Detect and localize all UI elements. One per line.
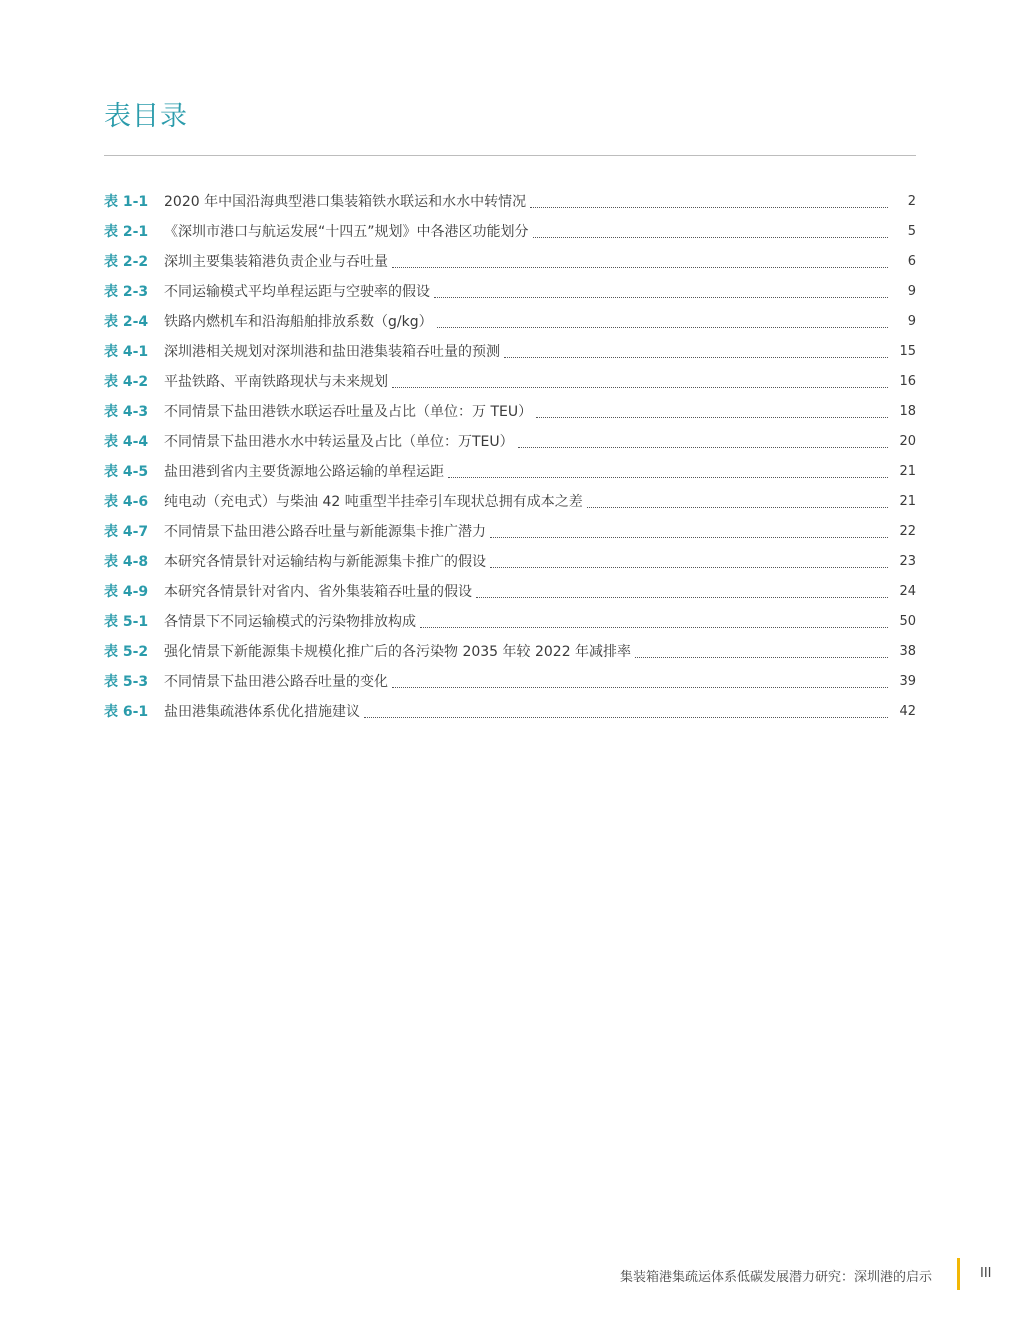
- toc-entry-page: 15: [899, 344, 916, 359]
- toc-entry-page: 9: [907, 284, 916, 299]
- footer-report-title: 集装箱港集疏运体系低碳发展潜力研究：深圳港的启示: [619, 1270, 932, 1285]
- toc-entry-number: 表 4-9: [104, 584, 149, 600]
- toc-entry-number: 表 1-1: [104, 194, 149, 210]
- toc-entry-page: 21: [899, 494, 916, 509]
- toc-entry[interactable]: [104, 186, 916, 216]
- toc-entry[interactable]: [104, 546, 916, 576]
- toc-entry[interactable]: [104, 396, 916, 426]
- dot-leader: [536, 416, 888, 418]
- toc-entry-page: 2: [907, 194, 916, 209]
- toc-entry-label: 强化情景下新能源集卡规模化推广后的各污染物 2035 年较 2022 年减排率: [164, 644, 632, 660]
- toc-entry[interactable]: [104, 666, 916, 696]
- toc-entry-label: 纯电动（充电式）与柴油 42 吨重型半挂牵引车现状总拥有成本之差: [164, 494, 583, 510]
- dot-leader: [420, 626, 888, 628]
- toc-entry[interactable]: [104, 456, 916, 486]
- toc-entry[interactable]: [104, 486, 916, 516]
- dot-leader: [448, 476, 888, 478]
- page-title: 表目录: [104, 101, 188, 132]
- dot-leader: [364, 716, 888, 718]
- toc-entry[interactable]: [104, 366, 916, 396]
- toc-entry[interactable]: [104, 426, 916, 456]
- dot-leader: [490, 566, 888, 568]
- toc-entry-page: 50: [899, 614, 916, 629]
- toc-entry-page: 22: [899, 524, 916, 539]
- toc-entry-number: 表 2-4: [104, 314, 149, 330]
- dot-leader: [533, 236, 888, 238]
- toc-entry-label: 平盐铁路、平南铁路现状与未来规划: [164, 374, 388, 390]
- dot-leader: [434, 296, 888, 298]
- toc-entry-page: 21: [899, 464, 916, 479]
- toc-entry-number: 表 4-8: [104, 554, 149, 570]
- dot-leader: [490, 536, 888, 538]
- footer-accent-bar: [957, 1258, 960, 1290]
- toc-entry[interactable]: [104, 636, 916, 666]
- toc-entry-label: 不同运输模式平均单程运距与空驶率的假设: [164, 284, 430, 300]
- toc-entry-label: 不同情景下盐田港铁水联运吞吐量及占比（单位：万 TEU）: [164, 404, 533, 420]
- toc-entry-page: 9: [907, 314, 916, 329]
- toc-entry-number: 表 4-1: [104, 344, 149, 360]
- dot-leader: [476, 596, 888, 598]
- toc-entry-number: 表 2-3: [104, 284, 149, 300]
- toc-entry-number: 表 4-2: [104, 374, 149, 390]
- toc-entry-number: 表 4-6: [104, 494, 149, 510]
- toc-entry-label: 《深圳市港口与航运发展“十四五”规划》中各港区功能划分: [164, 224, 529, 240]
- toc-entry-label: 本研究各情景针对省内、省外集装箱吞吐量的假设: [164, 584, 472, 600]
- toc-entry-label: 本研究各情景针对运输结构与新能源集卡推广的假设: [164, 554, 486, 570]
- dot-leader: [392, 266, 888, 268]
- toc-entry[interactable]: [104, 306, 916, 336]
- toc-entry-label: 各情景下不同运输模式的污染物排放构成: [164, 614, 416, 630]
- toc-entry-label: 2020 年中国沿海典型港口集装箱铁水联运和水水中转情况: [164, 194, 527, 210]
- toc-entry-number: 表 6-1: [104, 704, 149, 720]
- dot-leader: [635, 656, 888, 658]
- toc-entry-page: 18: [899, 404, 916, 419]
- toc-entry[interactable]: [104, 276, 916, 306]
- table-of-tables: [104, 186, 916, 726]
- toc-entry[interactable]: [104, 516, 916, 546]
- toc-entry-page: 42: [899, 704, 916, 719]
- toc-entry-number: 表 4-5: [104, 464, 149, 480]
- toc-entry-label: 盐田港到省内主要货源地公路运输的单程运距: [164, 464, 444, 480]
- toc-entry-page: 20: [899, 434, 916, 449]
- toc-entry-label: 不同情景下盐田港公路吞吐量的变化: [164, 674, 388, 690]
- toc-entry-page: 23: [899, 554, 916, 569]
- toc-entry-label: 深圳主要集装箱港负责企业与吞吐量: [164, 254, 388, 270]
- dot-leader: [587, 506, 888, 508]
- toc-entry-label: 铁路内燃机车和沿海船舶排放系数（g/kg）: [164, 314, 433, 330]
- dot-leader: [392, 386, 888, 388]
- toc-entry-number: 表 2-2: [104, 254, 149, 270]
- toc-entry-number: 表 5-2: [104, 644, 149, 660]
- toc-entry-page: 24: [899, 584, 916, 599]
- toc-entry[interactable]: [104, 696, 916, 726]
- dot-leader: [504, 356, 888, 358]
- footer-page-number: III: [980, 1266, 992, 1281]
- toc-entry-label: 不同情景下盐田港水水中转运量及占比（单位：万TEU）: [164, 434, 514, 450]
- toc-entry-number: 表 4-7: [104, 524, 149, 540]
- toc-entry[interactable]: [104, 216, 916, 246]
- dot-leader: [437, 326, 888, 328]
- toc-entry[interactable]: [104, 606, 916, 636]
- toc-entry[interactable]: [104, 576, 916, 606]
- toc-entry-number: 表 5-3: [104, 674, 149, 690]
- toc-entry-number: 表 5-1: [104, 614, 149, 630]
- toc-entry[interactable]: [104, 246, 916, 276]
- toc-entry-label: 深圳港相关规划对深圳港和盐田港集装箱吞吐量的预测: [164, 344, 500, 360]
- toc-entry-number: 表 4-3: [104, 404, 149, 420]
- toc-entry-number: 表 4-4: [104, 434, 149, 450]
- toc-entry-page: 39: [899, 674, 916, 689]
- title-divider: [104, 155, 916, 156]
- toc-entry-page: 6: [907, 254, 916, 269]
- toc-entry-label: 盐田港集疏港体系优化措施建议: [164, 704, 360, 720]
- toc-entry-label: 不同情景下盐田港公路吞吐量与新能源集卡推广潜力: [164, 524, 486, 540]
- toc-entry-number: 表 2-1: [104, 224, 149, 240]
- toc-entry-page: 38: [899, 644, 916, 659]
- toc-entry-page: 5: [907, 224, 916, 239]
- dot-leader: [518, 446, 888, 448]
- dot-leader: [392, 686, 888, 688]
- toc-entry-page: 16: [899, 374, 916, 389]
- toc-entry[interactable]: [104, 336, 916, 366]
- dot-leader: [530, 206, 888, 208]
